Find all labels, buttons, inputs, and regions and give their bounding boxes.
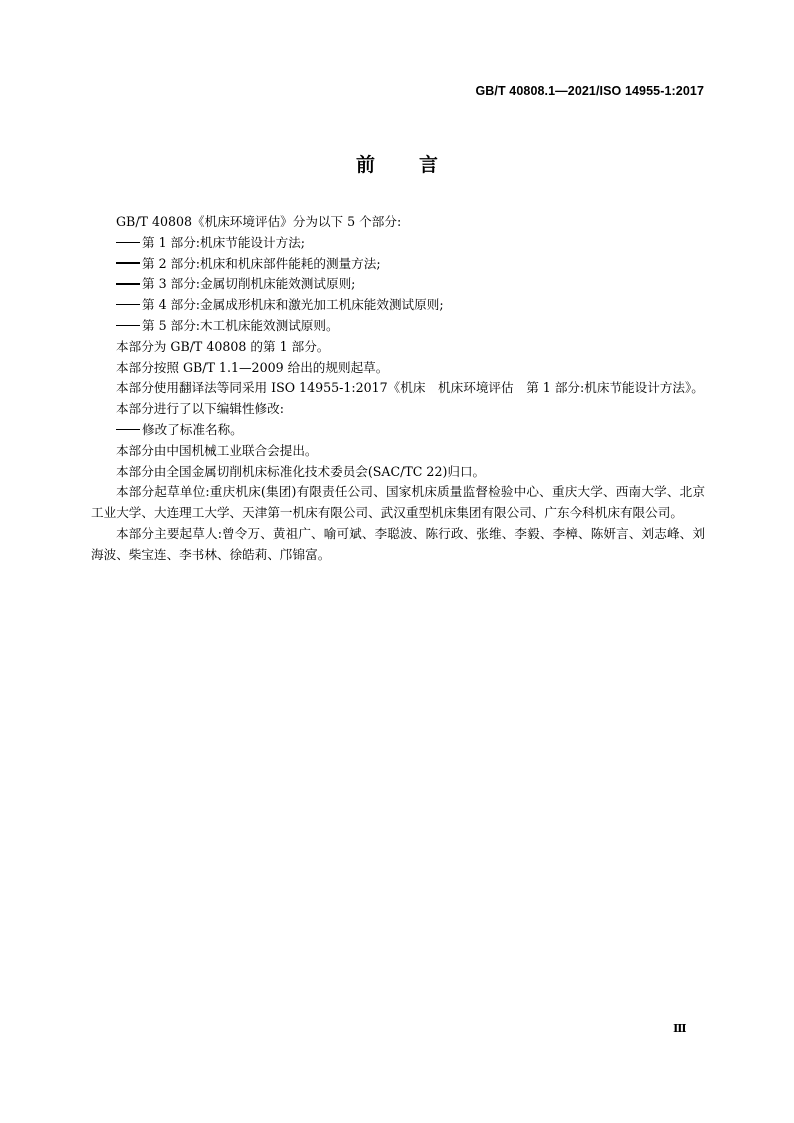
em-dash bbox=[116, 304, 140, 305]
page-title: 前言 bbox=[355, 154, 482, 176]
paragraph-text: 本部分主要起草人:曾令万、黄祖广、喻可斌、李聪波、陈行政、张维、李毅、李樟、陈妍言、刘志峰、刘海波、柴宝连、李书林、徐皓莉、邝锦富。 bbox=[91, 525, 705, 562]
paragraph bbox=[91, 524, 705, 566]
paragraph bbox=[91, 212, 705, 233]
em-dash bbox=[116, 325, 140, 326]
paragraph bbox=[91, 462, 705, 483]
paragraph-text: 修改了标准名称。 bbox=[142, 421, 243, 437]
paragraph-text: GB/T 40808《机床环境评估》分为以下 5 个部分: bbox=[116, 214, 402, 229]
paragraph bbox=[91, 399, 705, 420]
list-item bbox=[91, 233, 705, 254]
paragraph bbox=[91, 378, 705, 399]
em-dash bbox=[116, 283, 140, 284]
paragraph-text: 第 2 部分:机床和机床部件能耗的测量方法; bbox=[142, 255, 381, 271]
paragraph-text: 第 1 部分:机床节能设计方法; bbox=[142, 234, 306, 250]
em-dash bbox=[116, 262, 140, 263]
paragraph-text: 第 5 部分:木工机床能效测试原则。 bbox=[142, 317, 339, 333]
paragraph-text: 本部分为 GB/T 40808 的第 1 部分。 bbox=[116, 338, 330, 354]
paragraph bbox=[91, 441, 705, 462]
paragraph-text: 本部分由中国机械工业联合会提出。 bbox=[116, 442, 318, 458]
paragraph bbox=[91, 337, 705, 358]
document-body bbox=[91, 212, 705, 566]
em-dash bbox=[116, 242, 140, 243]
em-dash bbox=[116, 429, 140, 430]
page-number: Ⅲ bbox=[673, 1022, 686, 1035]
paragraph-text: 本部分进行了以下编辑性修改: bbox=[116, 401, 284, 417]
paragraph-text: 本部分由全国金属切削机床标准化技术委员会(SAC/TC 22)归口。 bbox=[116, 463, 486, 479]
list-item bbox=[91, 316, 705, 337]
paragraph-text: 本部分按照 GB/T 1.1—2009 给出的规则起草。 bbox=[116, 359, 389, 375]
list-item bbox=[91, 295, 705, 316]
list-item bbox=[91, 420, 705, 441]
paragraph-text: 第 4 部分:金属成形机床和激光加工机床能效测试原则; bbox=[142, 297, 444, 313]
paragraph bbox=[91, 482, 705, 524]
list-item bbox=[91, 254, 705, 275]
paragraph-text: 本部分起草单位:重庆机床(集团)有限责任公司、国家机床质量监督检验中心、重庆大学、西南大学、北京工业大学、大连理工大学、天津第一机床有限公司、武汉重型机床集团有限公司、广东今科机床有限公司。 bbox=[91, 484, 705, 521]
standard-code: GB/T 40808.1—2021/ISO 14955-1:2017 bbox=[475, 84, 704, 98]
list-item bbox=[91, 274, 705, 295]
paragraph bbox=[91, 358, 705, 379]
paragraph-text: 第 3 部分:金属切削机床能效测试原则; bbox=[142, 276, 356, 292]
paragraph-text: 本部分使用翻译法等同采用 ISO 14955-1:2017《机床 机床环境评估 第 1 部分:机床节能设计方法》。 bbox=[116, 380, 704, 396]
